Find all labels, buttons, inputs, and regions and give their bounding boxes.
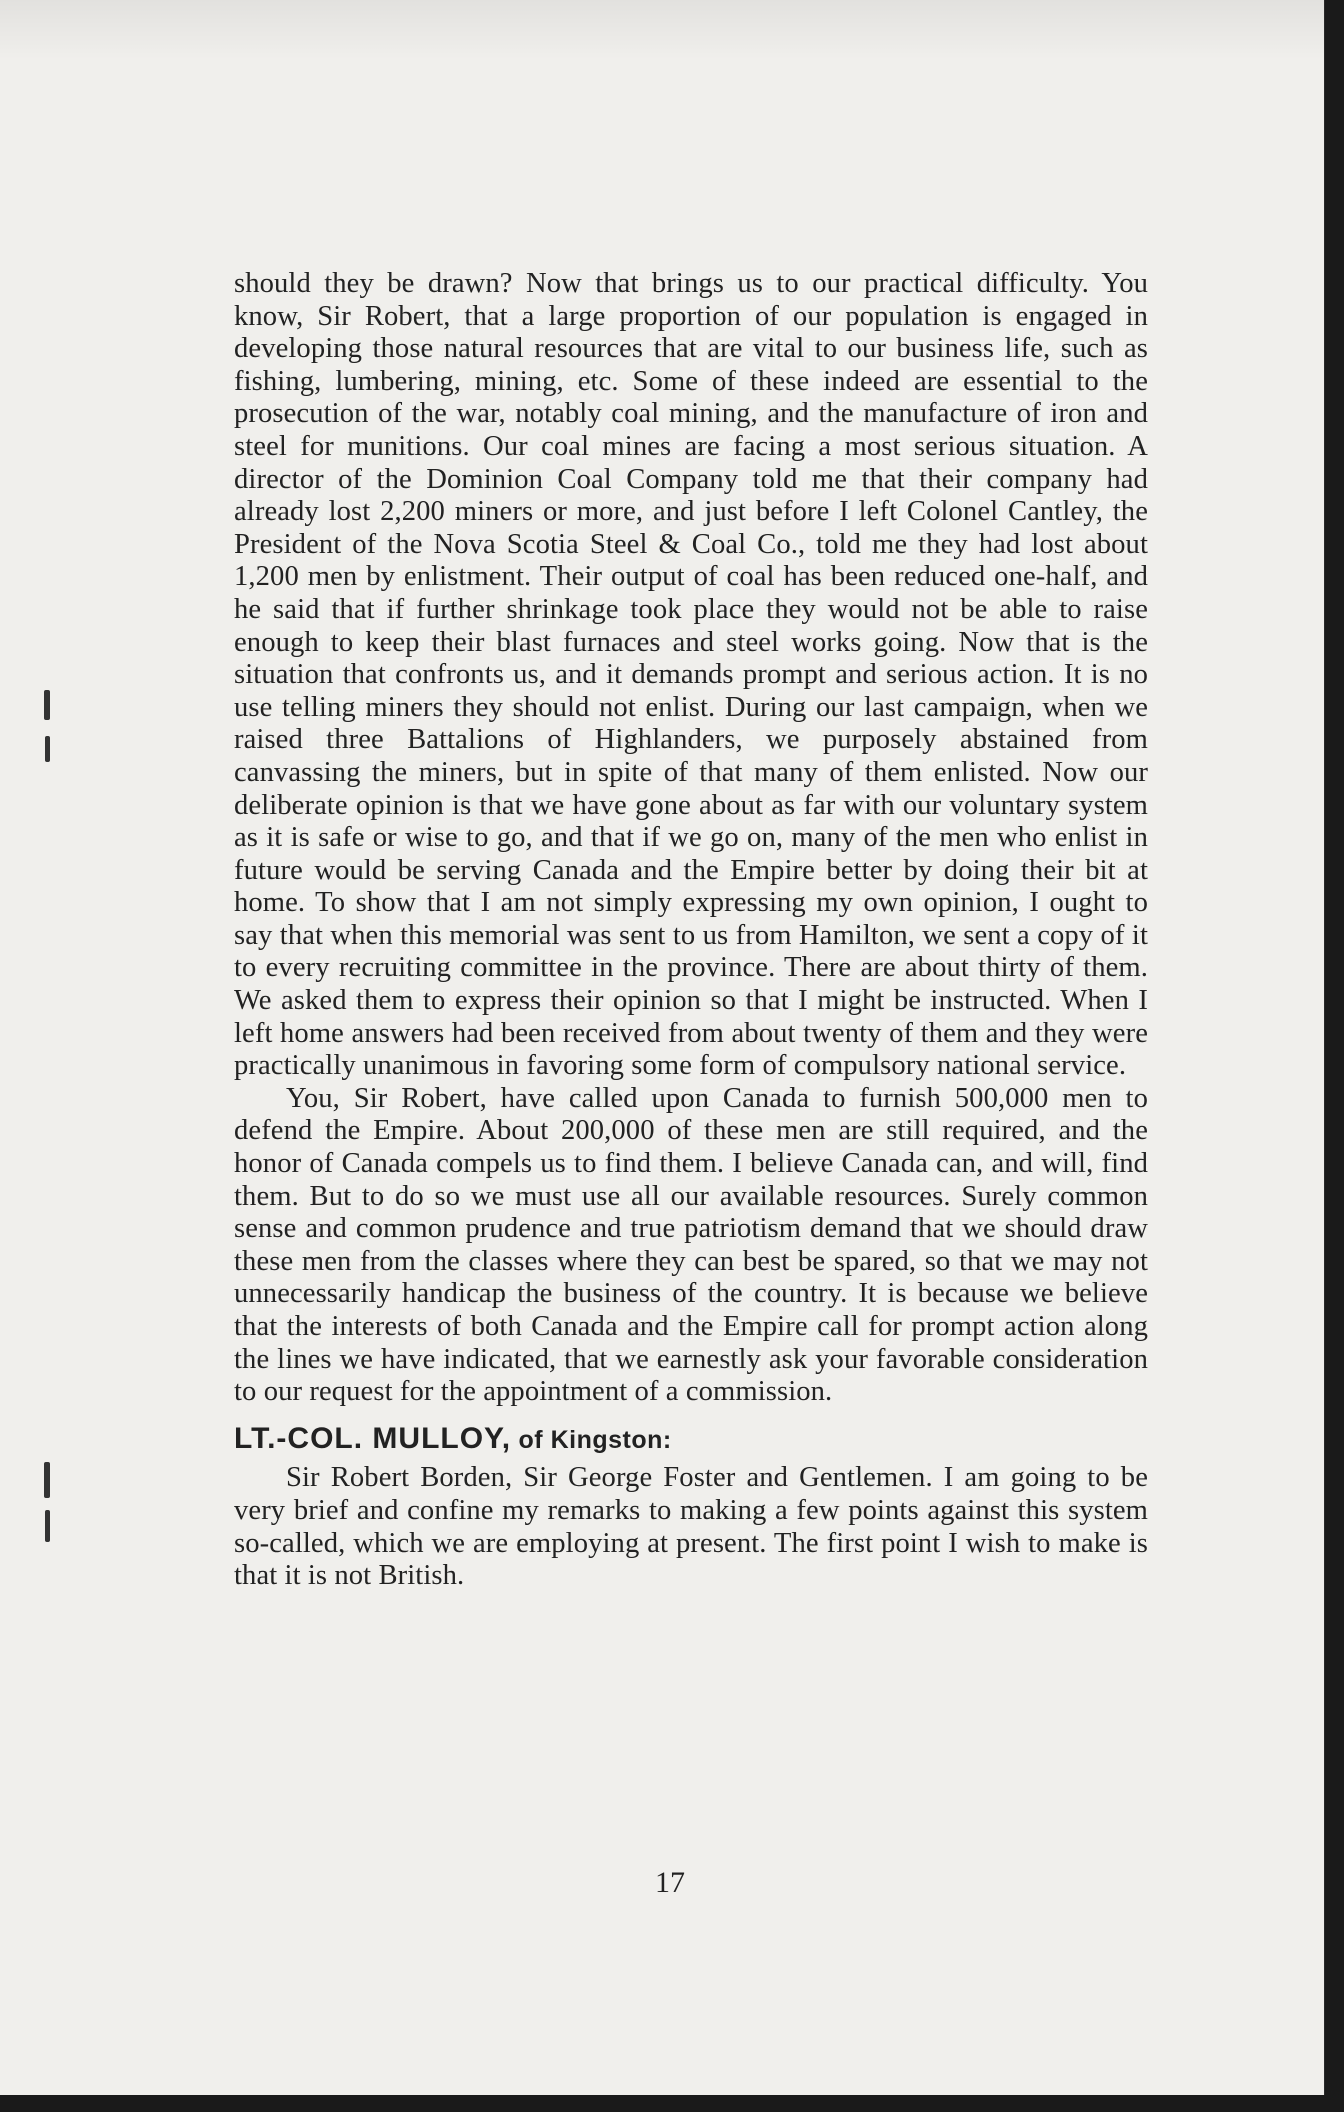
speaker-location: of Kingston: [511,1425,672,1454]
margin-mark-lower [44,1462,50,1498]
paragraph-coal-mining: should they be drawn? Now that brings us to our practical difficulty. You know, Sir Robert, that a large proportion of our population is engaged in developing those natural resources that are vital to our business life, such as fishing, lumbering, mining, etc. Some of these indeed are essential to the prosecution of the war, notably coal mining, and the manufacture of iron and steel for munitions. Our coal mines are facing a most serious situation. A director of the Dominion Coal Company told me that their company had already lost 2,200 miners or more, and just before I left Colonel Cantley, the President of the Nova Scotia Steel & Coal Co., told me they had lost about 1,200 men by enlistment. Their output of coal has been reduced one-half, and he said that if further shrinkage took place they would not be able to raise enough to keep their blast furnaces and steel works going. Now that is the situation that confronts us, and it demands prompt and serious action. It is no use telling miners they should not enlist. During our last campaign, when we raised three Battalions of Highlanders, we purposely abstained from canvassing the miners, but in spite of that many of them enlisted. Now our deliberate opinion is that we have gone about as far with our voluntary system as it is safe or wise to go, and that if we go on, many of the men who enlist in future would be serving Canada and the Empire better by doing their bit at home. To show that I am not simply expressing my own opinion, I ought to say that when this memorial was sent to us from Hamilton, we sent a copy of it to every recruiting committee in the province. There are about thirty of them. We asked them to express their opinion so that I might be instructed. When I left home answers had been received from about twenty of them and they were practically unanimous in favoring some form of compulsory national service. [234,268,1148,1082]
margin-mark-upper-2 [45,736,50,762]
body-text [234,268,1148,1593]
speaker-name: LT.-COL. MULLOY, [234,1421,512,1455]
paragraph-mulloy-speech: Sir Robert Borden, Sir George Foster and Gentlemen. I am going to be very brief and confine my remarks to making a few points against this system so-called, which we are employing at present. The first point I wish to make is that it is not British. [234,1462,1148,1592]
margin-mark-upper [44,690,50,720]
page-shadow [0,0,1324,60]
page-number: 17 [655,1866,685,1899]
speaker-heading [234,1423,1148,1457]
paragraph-call-for-men: You, Sir Robert, have called upon Canada to furnish 500,000 men to defend the Empire. About 200,000 of these men are still required, and the honor of Canada compels us to find them. I believe Canada can, and will, find them. But to do so we must use all our available resources. Surely common sense and common prudence and true patriotism demand that we should draw these men from the classes where they can best be spared, so that we may not unnecessarily handicap the business of the country. It is because we believe that the interests of both Canada and the Empire call for prompt action along the lines we have indicated, that we earnestly ask your favorable consideration to our request for the appointment of a commission. [234,1082,1148,1408]
margin-mark-lower-2 [45,1510,50,1542]
